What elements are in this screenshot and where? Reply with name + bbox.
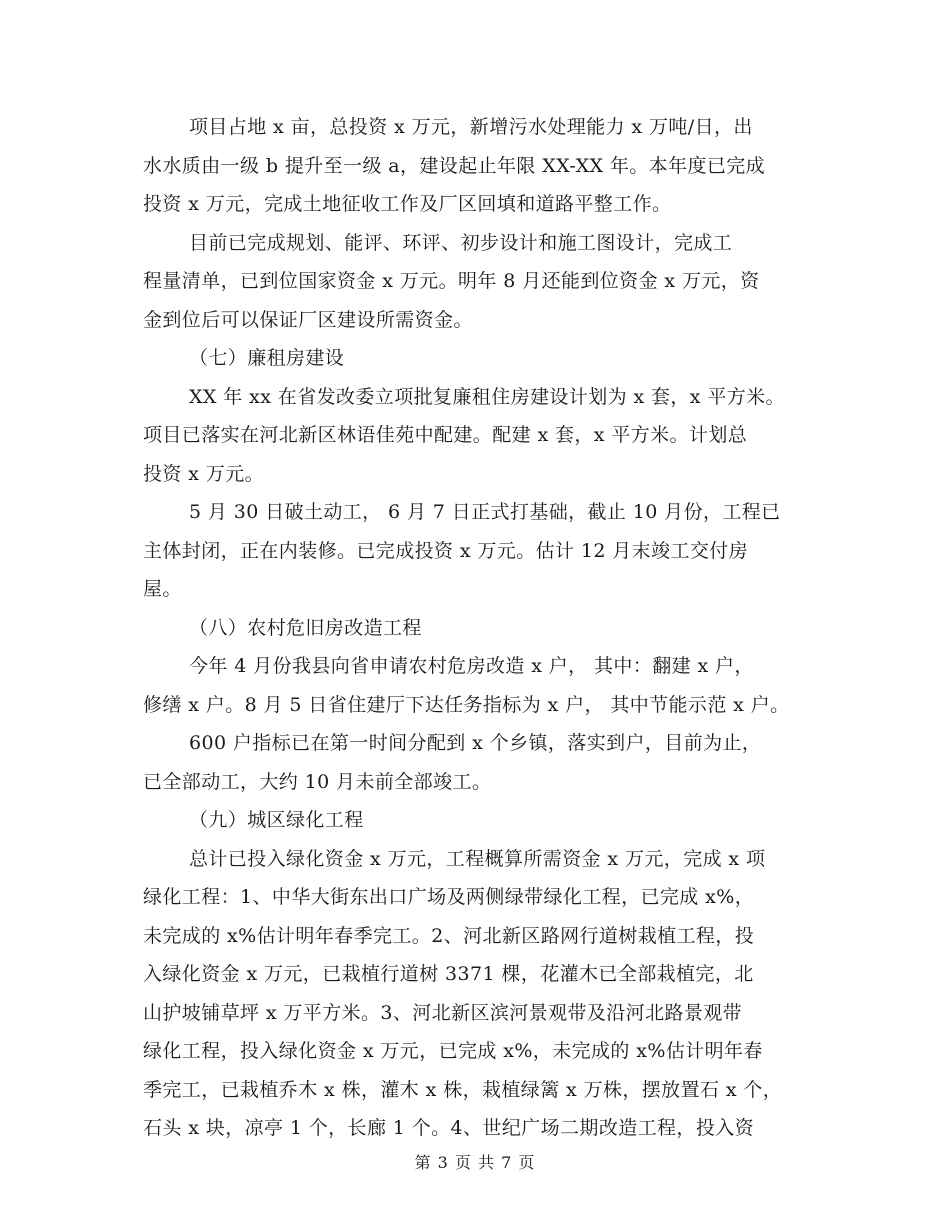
text-line: 已全部动工，大约 10 月未前全部竣工。 [143, 770, 492, 793]
text-line: 5 月 30 日破土动工， 6 月 7 日正式打基础，截止 10 月份，工程已 [189, 501, 781, 523]
text-line: 目前已完成规划、能评、环评、初步设计和施工图设计，完成工 [189, 231, 733, 254]
text-line: 600 户指标已在第一时间分配到 x 个乡镇，落实到户，目前为止， [189, 732, 762, 754]
text-line: 总计已投入绿化资金 x 万元，工程概算所需资金 x 万元，完成 x 项 [189, 847, 766, 870]
section-heading: （七）廉租房建设 [189, 347, 345, 369]
section-heading: （八）农村危旧房改造工程 [189, 616, 422, 639]
text-line: 石头 x 块，凉亭 1 个，长廊 1 个。4、世纪广场二期改造工程，投入资 [143, 1117, 755, 1139]
text-line: 今年 4 月份我县向省申请农村危房改造 x 户， 其中：翻建 x 户， [189, 655, 754, 677]
text-line: 主体封闭，正在内装修。已完成投资 x 万元。估计 12 月末竣工交付房 [143, 539, 749, 562]
section-heading: （九）城区绿化工程 [189, 809, 364, 831]
text-line: 水水质由一级 b 提升至一级 a，建设起止年限 XX-XX 年。本年度已完成 [143, 154, 766, 177]
text-line: 季完工，已栽植乔木 x 株，灌木 x 株，栽植绿篱 x 万株，摆放置石 x 个， [143, 1078, 783, 1101]
text-line: 绿化工程：1、中华大街东出口广场及两侧绿带绿化工程，已完成 x%， [143, 886, 755, 908]
text-line: 项目占地 x 亩，总投资 x 万元，新增污水处理能力 x 万吨/日，出 [189, 116, 753, 138]
text-line: 投资 x 万元，完成土地征收工作及厂区回填和道路平整工作。 [143, 193, 672, 215]
page-number-label: 第 3 页 共 7 页 [414, 1153, 536, 1172]
text-line: 绿化工程，投入绿化资金 x 万元，已完成 x%，未完成的 x%估计明年春 [143, 1040, 763, 1062]
text-line: 未完成的 x%估计明年春季完工。2、河北新区路网行道树栽植工程，投 [143, 924, 755, 947]
text-line: 投资 x 万元。 [143, 462, 264, 485]
text-line: 程量清单，已到位国家资金 x 万元。明年 8 月还能到位资金 x 万元，资 [143, 270, 760, 292]
text-line: 金到位后可以保证厂区建设所需资金。 [143, 308, 473, 331]
text-line: XX 年 xx 在省发改委立项批复廉租住房建设计划为 x 套，x 平方米。 [189, 385, 785, 408]
text-line: 入绿化资金 x 万元，已栽植行道树 3371 棵，花灌木已全部栽植完，北 [143, 963, 754, 985]
text-line: 项目已落实在河北新区林语佳苑中配建。配建 x 套，x 平方米。计划总 [143, 424, 748, 446]
page-footer [0, 1150, 950, 1173]
text-line: 山护坡铺草坪 x 万平方米。3、河北新区滨河景观带及沿河北路景观带 [143, 1001, 743, 1024]
document-body [143, 108, 813, 1148]
text-line: 屋。 [143, 578, 182, 600]
text-line: 修缮 x 户。8 月 5 日省住建厅下达任务指标为 x 户， 其中节能示范 x 户。 [143, 693, 790, 716]
